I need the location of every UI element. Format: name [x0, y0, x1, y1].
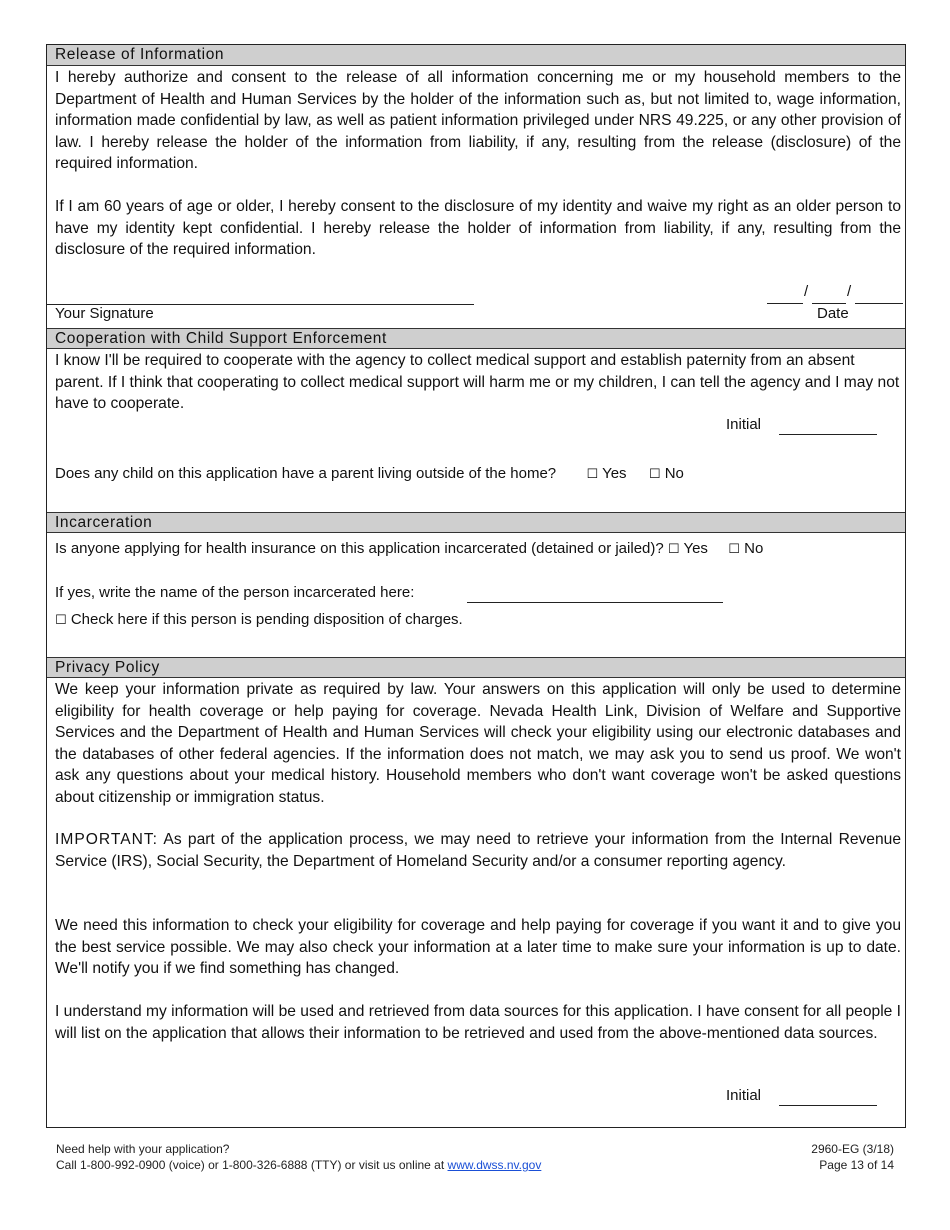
dwss-website-link[interactable]: www.dwss.nv.gov	[447, 1158, 542, 1172]
release-paragraph-1: I hereby authorize and consent to the release of all information concerning me or my household members to the Department of Health and Human Services by the holder of the information such as, but not limited to, wage information, information made confidential by law, as well as patient information privileged under NRS 49.225, or any other provision of law. I hereby release the holder of the information from liability, if any, resulting from the release (disclosure) of the required information.	[55, 69, 901, 172]
pending-charges-row	[55, 611, 463, 628]
incarceration-no-label: No	[744, 540, 764, 557]
privacy-paragraph-4: I understand my information will be used and retrieved from data sources for this application. I have consent for all people I will list on the application that allows their information to be retrieved and used from the above-mentioned data sources.	[55, 1003, 901, 1042]
date-field[interactable]	[767, 281, 903, 305]
date-separator-2: /	[847, 283, 852, 300]
date-day-line[interactable]	[812, 303, 846, 304]
child-support-initial-label: Initial	[726, 416, 762, 433]
incarcerated-name-prompt: If yes, write the name of the person incarcerated here:	[55, 584, 415, 601]
footer-help	[56, 1141, 541, 1173]
absent-parent-question-row	[55, 465, 895, 482]
child-support-section-header: Cooperation with Child Support Enforcement	[47, 328, 905, 349]
absent-parent-question: Does any child on this application have a parent living outside of the home?	[55, 465, 557, 482]
pending-charges-checkbox[interactable]: ☐	[55, 613, 67, 628]
privacy-paragraph-3: We need this information to check your eligibility for coverage and help paying for coverage if you want it and to give you the best service possible. We may also check your information at a later time to make sure your information is up to date. We'll notify you if we find something has changed.	[55, 917, 901, 977]
release-paragraph-2: If I am 60 years of age or older, I hereby consent to the disclosure of my identity and waive my right as an older person to have my identity kept confidential. I hereby release the holder of information from liability, if any, resulting from the disclosure of the required information.	[55, 198, 901, 258]
incarceration-yes-label: Yes	[683, 540, 708, 557]
absent-parent-yes-checkbox[interactable]: ☐	[586, 467, 599, 482]
date-year-line[interactable]	[855, 303, 903, 304]
footer-page-info	[811, 1141, 894, 1173]
incarceration-question: Is anyone applying for health insurance on this application incarcerated (detained or jailed)?	[55, 540, 664, 557]
incarceration-no-checkbox[interactable]: ☐	[728, 542, 740, 557]
absent-parent-yes-label: Yes	[602, 465, 627, 482]
absent-parent-no-label: No	[664, 465, 684, 482]
footer-help-line-1: Need help with your application?	[56, 1142, 230, 1156]
important-text: As part of the application process, we may need to retrieve your information from the Internal Revenue Service (IRS), Social Security, the Department of Homeland Security and/or a consumer reporting agency.	[55, 831, 901, 870]
absent-parent-no-checkbox[interactable]: ☐	[648, 467, 661, 482]
incarceration-section-header: Incarceration	[47, 512, 905, 533]
incarceration-yes-checkbox[interactable]: ☐	[667, 542, 680, 557]
pending-charges-label: Check here if this person is pending disposition of charges.	[70, 611, 463, 628]
form-id: 2960-EG (3/18)	[811, 1142, 894, 1156]
privacy-paragraph-important	[55, 829, 901, 872]
signature-label: Your Signature	[55, 305, 154, 322]
release-section-header: Release of Information	[47, 45, 905, 66]
footer-help-line-2	[56, 1157, 541, 1173]
child-support-paragraph: I know I'll be required to cooperate with the agency to collect medical support and establish paternity from an absent parent. If I think that cooperating to collect medical support will harm me or my children, I can tell the agency and I may not have to cooperate.	[55, 352, 900, 412]
incarcerated-name-line[interactable]	[467, 602, 723, 603]
application-form-page	[46, 44, 906, 1128]
incarceration-question-row	[55, 540, 903, 557]
important-label: IMPORTANT:	[55, 831, 158, 848]
child-support-initial-line[interactable]	[779, 434, 877, 435]
page-number: Page 13 of 14	[819, 1158, 894, 1172]
footer-contact-text: Call 1-800-992-0900 (voice) or 1-800-326-6888 (TTY) or visit us online at	[56, 1158, 448, 1172]
date-month-line[interactable]	[767, 303, 803, 304]
privacy-initial-line[interactable]	[779, 1105, 877, 1106]
privacy-initial-label: Initial	[726, 1087, 762, 1104]
privacy-paragraph-1: We keep your information private as required by law. Your answers on this application will only be used to determine eligibility for health coverage or help paying for coverage. Nevada Health Link, Division of Welfare and Supportive Services and the Department of Health and Human Services will check your eligibility using our electronic databases and the databases of other federal agencies. If the information does not match, we may ask you to send us proof. We won't ask any questions about your medical history. Household members who don't want coverage won't be asked questions about citizenship or immigration status.	[55, 681, 901, 806]
date-label: Date	[817, 305, 849, 322]
privacy-section-header: Privacy Policy	[47, 657, 905, 678]
date-separator-1: /	[804, 283, 809, 300]
